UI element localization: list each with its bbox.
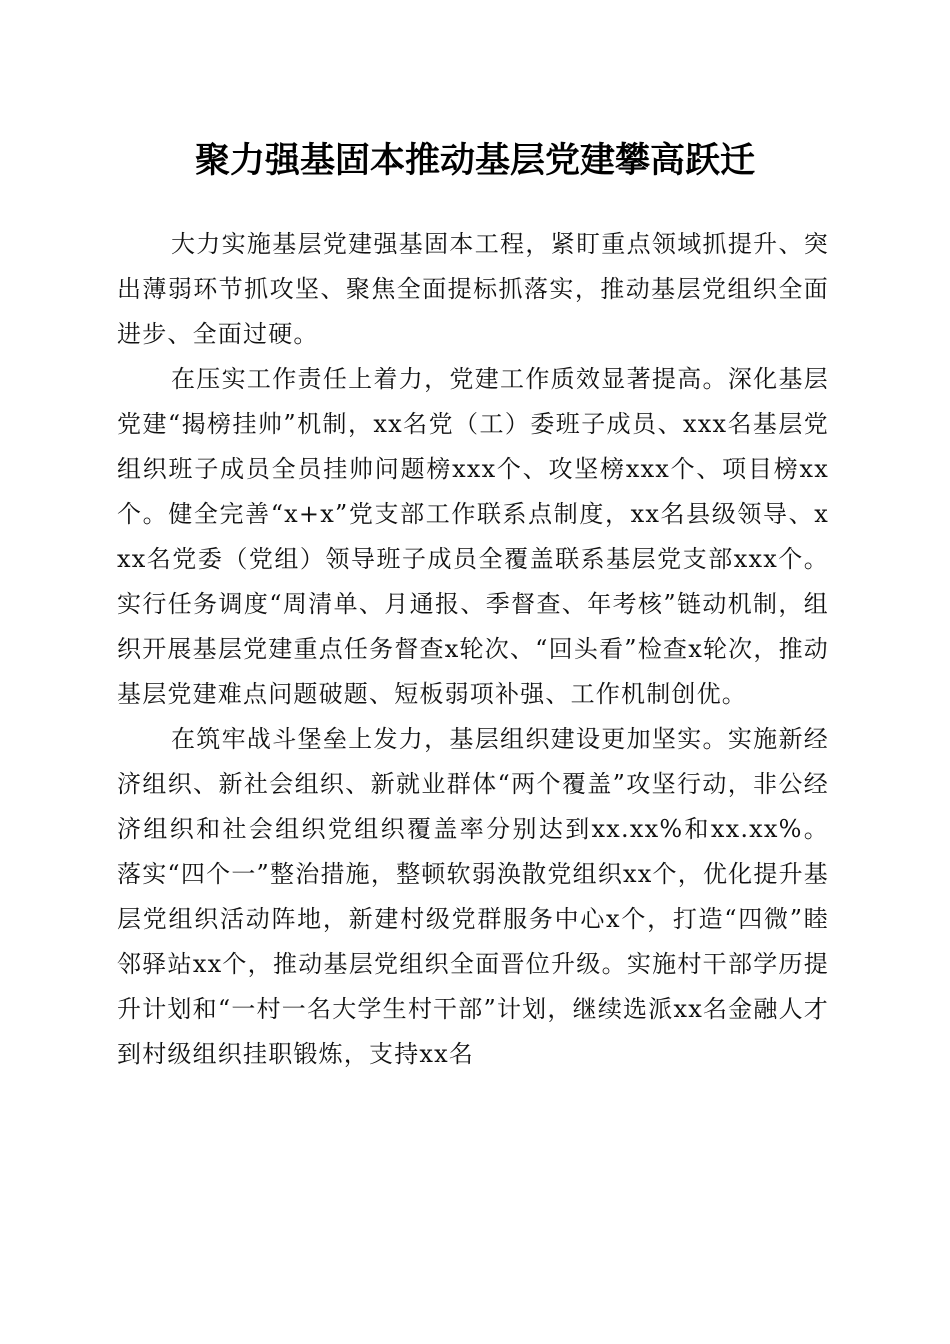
paragraph-organization: 在筑牢战斗堡垒上发力，基层组织建设更加坚实。实施新经济组织、新社会组织、新就业群体“两个覆盖”攻坚行动，非公经济组织和社会组织党组织覆盖率分别达到xx.xx%和xx.xx%。落实“四个一”整治措施，整顿软弱涣散党组织xx个，优化提升基层党组织活动阵地，新建村级党群服务中心x个，打造“四微”睦邻驿站xx个，推动基层党组织全面晋位升级。实施村干部学历提升计划和“一村一名大学生村干部”计划，继续选派xx名金融人才到村级组织挂职锻炼，支持xx名	[117, 725, 829, 1068]
paragraph-intro: 大力实施基层党建强基固本工程，紧盯重点领域抓提升、突出薄弱环节抓攻坚、聚焦全面提标抓落实，推动基层党组织全面进步、全面过硬。	[117, 230, 829, 348]
document-body	[117, 222, 829, 1077]
paragraph-responsibility: 在压实工作责任上着力，党建工作质效显著提高。深化基层党建“揭榜挂帅”机制，xx名党（工）委班子成员、xxx名基层党组织班子成员全员挂帅问题榜xxx个、攻坚榜xxx个、项目榜xx个。健全完善“x+x”党支部工作联系点制度，xx名县级领导、xxx名党委（党组）领导班子成员全覆盖联系基层党支部xxx个。实行任务调度“周清单、月通报、季督查、年考核”链动机制，组织开展基层党建重点任务督查x轮次、“回头看”检查x轮次，推动基层党建难点问题破题、短板弱项补强、工作机制创优。	[117, 365, 829, 708]
document-title: 聚力强基固本推动基层党建攀高跃迁	[194, 140, 755, 181]
